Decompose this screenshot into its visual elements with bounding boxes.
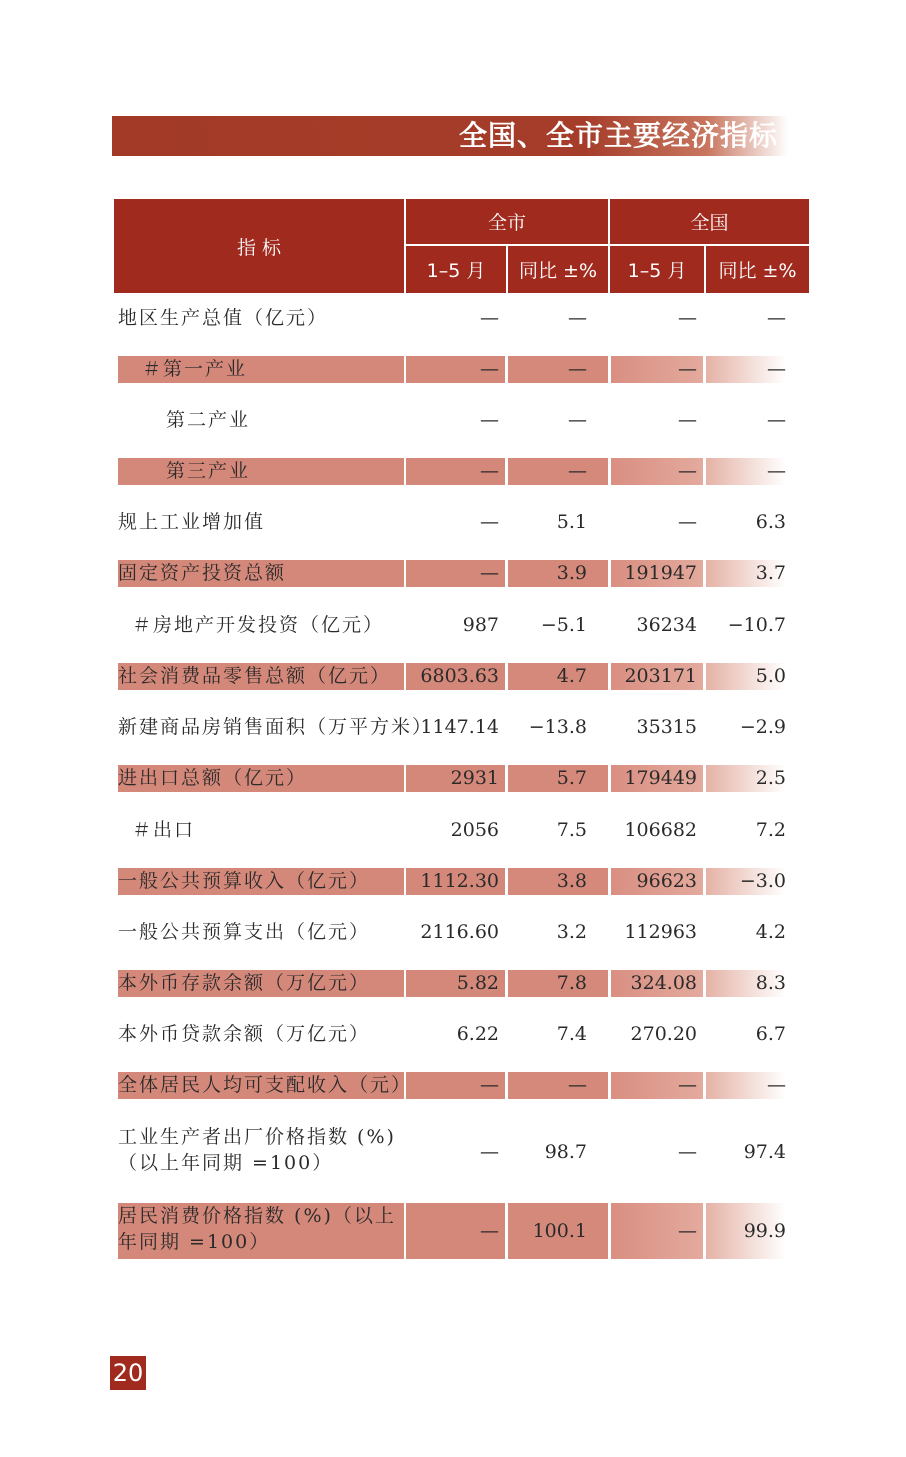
cell-c1: — bbox=[480, 307, 499, 329]
cell-c1: 1112.30 bbox=[420, 870, 499, 892]
table-header bbox=[114, 199, 809, 293]
table-row bbox=[118, 970, 786, 1021]
cell-c4: 7.2 bbox=[755, 819, 786, 841]
cell-c3: — bbox=[678, 460, 697, 482]
row-label: 地区生产总值（亿元） bbox=[118, 307, 329, 329]
row-label: 一般公共预算支出（亿元） bbox=[118, 921, 371, 943]
row-label: 一般公共预算收入（亿元） bbox=[118, 870, 371, 892]
cell-c1: — bbox=[480, 1141, 499, 1163]
header-city-yoy: 同比 ±% bbox=[518, 260, 597, 282]
row-label: 社会消费品零售总额（亿元） bbox=[118, 665, 392, 687]
table-row bbox=[118, 868, 786, 919]
cell-c2: 4.7 bbox=[556, 665, 587, 687]
row-label: ＃第一产业 bbox=[142, 358, 248, 380]
cell-c1: 5.82 bbox=[456, 972, 499, 994]
row-label: 新建商品房销售面积（万平方米） bbox=[118, 716, 434, 738]
cell-c3: 106682 bbox=[624, 819, 697, 841]
cell-c2: — bbox=[568, 307, 587, 329]
cell-c1: — bbox=[480, 511, 499, 533]
cell-c2: −13.8 bbox=[528, 716, 587, 738]
cell-c3: — bbox=[678, 511, 697, 533]
row-label: 规上工业增加值 bbox=[118, 511, 266, 533]
cell-c4: 4.2 bbox=[755, 921, 786, 943]
cell-c1: 6803.63 bbox=[420, 665, 499, 687]
divider bbox=[704, 244, 706, 293]
cell-c3: 179449 bbox=[624, 767, 697, 789]
cell-c2: 7.8 bbox=[556, 972, 587, 994]
row-label: 第二产业 bbox=[166, 409, 251, 431]
cell-c4: −3.0 bbox=[739, 870, 786, 892]
cell-c2: 7.4 bbox=[556, 1023, 587, 1045]
page-title: 全国、全市主要经济指标 bbox=[458, 119, 778, 152]
cell-c3: 191947 bbox=[624, 562, 697, 584]
cell-c4: −10.7 bbox=[727, 614, 786, 636]
row-label: 全体居民人均可支配收入（元） bbox=[118, 1074, 413, 1096]
cell-c3: — bbox=[678, 1074, 697, 1096]
cell-c2: — bbox=[568, 460, 587, 482]
cell-c2: — bbox=[568, 1074, 587, 1096]
row-label: 第三产业 bbox=[166, 460, 251, 482]
cell-c1: 987 bbox=[462, 614, 499, 636]
header-country-yoy: 同比 ±% bbox=[718, 260, 797, 282]
header-indicator: 指 标 bbox=[236, 236, 282, 259]
table-row bbox=[118, 407, 786, 458]
cell-c4: — bbox=[767, 409, 786, 431]
cell-c1: — bbox=[480, 358, 499, 380]
divider bbox=[404, 244, 809, 246]
cell-c1: — bbox=[480, 562, 499, 584]
cell-c4: 99.9 bbox=[743, 1220, 786, 1242]
cell-c4: — bbox=[767, 358, 786, 380]
cell-c4: 6.7 bbox=[755, 1023, 786, 1045]
row-shading bbox=[118, 458, 404, 485]
cell-c3: 203171 bbox=[624, 665, 697, 687]
table-row bbox=[118, 919, 786, 970]
row-label: 本外币贷款余额（万亿元） bbox=[118, 1023, 371, 1045]
cell-c4: — bbox=[767, 307, 786, 329]
cell-c4: 5.0 bbox=[755, 665, 786, 687]
table-row bbox=[118, 663, 786, 714]
row-label: 固定资产投资总额 bbox=[118, 562, 287, 584]
cell-c1: 1147.14 bbox=[420, 716, 499, 738]
table-row bbox=[118, 1124, 786, 1180]
cell-c1: 6.22 bbox=[456, 1023, 499, 1045]
table-row bbox=[118, 356, 786, 407]
row-label: ＃房地产开发投资（亿元） bbox=[132, 614, 385, 636]
cell-c3: 112963 bbox=[624, 921, 697, 943]
cell-c3: — bbox=[678, 307, 697, 329]
cell-c3: 324.08 bbox=[630, 972, 697, 994]
table-row bbox=[118, 509, 786, 560]
cell-c1: 2056 bbox=[450, 819, 499, 841]
cell-c2: 3.9 bbox=[556, 562, 587, 584]
cell-c1: — bbox=[480, 409, 499, 431]
cell-c4: 8.3 bbox=[755, 972, 786, 994]
cell-c2: −5.1 bbox=[540, 614, 587, 636]
table-row bbox=[118, 458, 786, 509]
cell-c4: 6.3 bbox=[755, 511, 786, 533]
cell-c2: 7.5 bbox=[556, 819, 587, 841]
cell-c2: 3.8 bbox=[556, 870, 587, 892]
table-row bbox=[118, 560, 786, 611]
cell-c2: — bbox=[568, 358, 587, 380]
row-label: ＃出口 bbox=[132, 819, 196, 841]
cell-c4: 2.5 bbox=[755, 767, 786, 789]
cell-c2: 98.7 bbox=[544, 1141, 587, 1163]
table-row bbox=[118, 1021, 786, 1072]
row-label: 本外币存款余额（万亿元） bbox=[118, 972, 371, 994]
table-row bbox=[118, 612, 786, 663]
divider bbox=[506, 244, 508, 293]
cell-c2: 3.2 bbox=[556, 921, 587, 943]
page-number: 20 bbox=[110, 1356, 146, 1390]
cell-c3: — bbox=[678, 358, 697, 380]
cell-c4: — bbox=[767, 1074, 786, 1096]
cell-c1: — bbox=[480, 1074, 499, 1096]
cell-c3: — bbox=[678, 1220, 697, 1242]
table-row bbox=[118, 817, 786, 868]
cell-c4: −2.9 bbox=[739, 716, 786, 738]
cell-c3: — bbox=[678, 1141, 697, 1163]
cell-c3: 270.20 bbox=[630, 1023, 697, 1045]
cell-c3: 36234 bbox=[636, 614, 697, 636]
cell-c2: 100.1 bbox=[532, 1220, 587, 1242]
cell-c3: 96623 bbox=[636, 870, 697, 892]
row-label: 居民消费价格指数 (%)（以上年同期 =100） bbox=[118, 1205, 396, 1253]
cell-c2: — bbox=[568, 409, 587, 431]
row-label: 工业生产者出厂价格指数 (%)（以上年同期 =100） bbox=[118, 1126, 396, 1174]
cell-c2: 5.1 bbox=[556, 511, 587, 533]
divider bbox=[404, 199, 406, 293]
cell-c1: 2931 bbox=[450, 767, 499, 789]
cell-c1: — bbox=[480, 1220, 499, 1242]
cell-c1: 2116.60 bbox=[420, 921, 499, 943]
table-row bbox=[118, 305, 786, 356]
cell-c2: 5.7 bbox=[556, 767, 587, 789]
header-country: 全国 bbox=[690, 212, 729, 234]
cell-c4: 97.4 bbox=[743, 1141, 786, 1163]
cell-c1: — bbox=[480, 460, 499, 482]
header-city-period: 1–5 月 bbox=[426, 260, 486, 282]
table-row bbox=[118, 1072, 786, 1123]
cell-c4: — bbox=[767, 460, 786, 482]
divider bbox=[608, 199, 610, 293]
table-row bbox=[118, 1203, 786, 1259]
cell-c3: 35315 bbox=[636, 716, 697, 738]
table-row bbox=[118, 714, 786, 765]
header-city: 全市 bbox=[487, 212, 526, 234]
table-row bbox=[118, 765, 786, 816]
row-label: 进出口总额（亿元） bbox=[118, 767, 308, 789]
cell-c4: 3.7 bbox=[755, 562, 786, 584]
cell-c3: — bbox=[678, 409, 697, 431]
title-bar bbox=[112, 116, 788, 156]
header-country-period: 1–5 月 bbox=[627, 260, 687, 282]
